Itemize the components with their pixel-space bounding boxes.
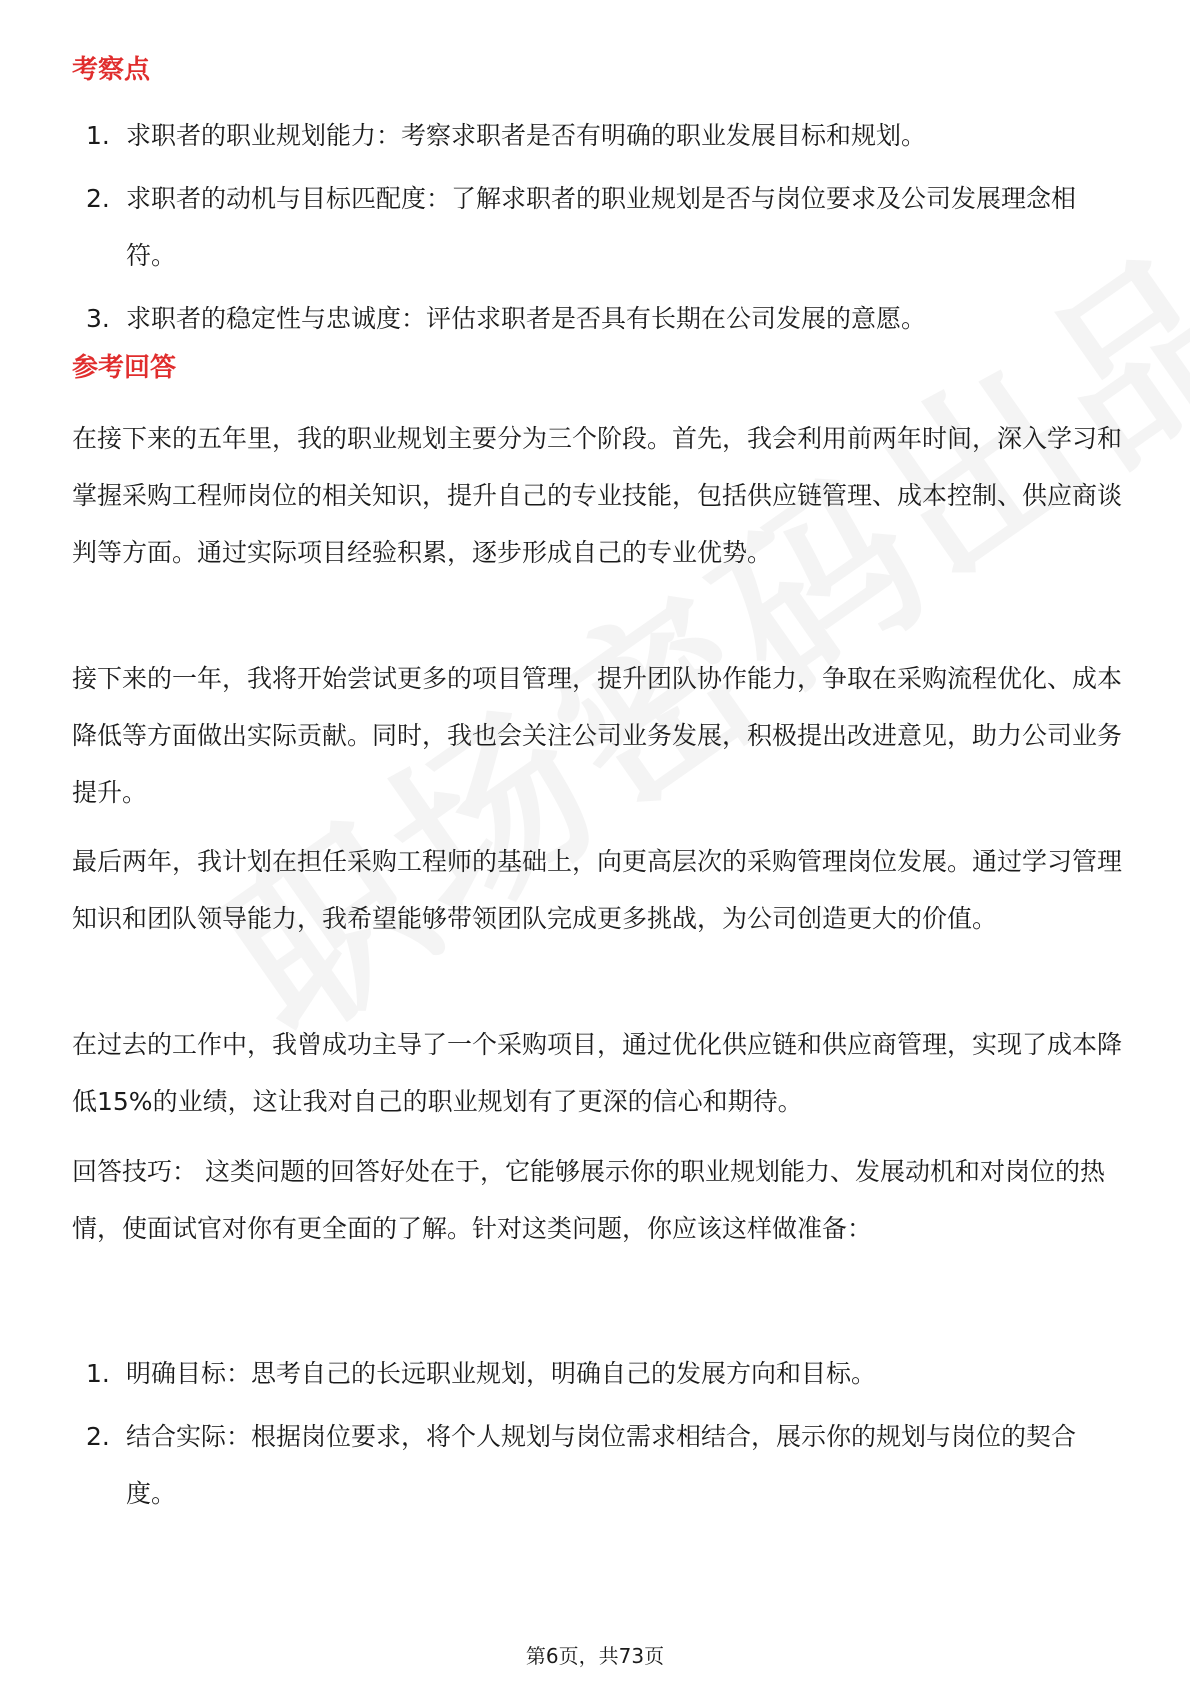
answer-paragraph: 在接下来的五年里，我的职业规划主要分为三个阶段。首先，我会利用前两年时间，深入学习和掌握采购工程师岗位的相关知识，提升自己的专业技能，包括供应链管理、成本控制、供应商谈判等方面。通过实际项目经验积累，逐步形成自己的专业优势。 — [72, 424, 1123, 567]
list-text: 求职者的动机与目标匹配度：了解求职者的职业规划是否与岗位要求及公司发展理念相符。 — [126, 184, 1077, 270]
section-heading-answer: 参考回答 — [72, 353, 177, 383]
list-number: 1. — [86, 1359, 110, 1388]
list-text: 明确目标：思考自己的长远职业规划，明确自己的发展方向和目标。 — [126, 1359, 877, 1388]
page-number: 第6页，共73页 — [525, 1644, 665, 1668]
list-number: 2. — [86, 1422, 110, 1451]
list-number: 1. — [86, 121, 110, 150]
answer-paragraph: 最后两年，我计划在担任采购工程师的基础上，向更高层次的采购管理岗位发展。通过学习管理知识和团队领导能力，我希望能够带领团队完成更多挑战，为公司创造更大的价值。 — [72, 847, 1123, 933]
list-number: 2. — [86, 184, 110, 213]
tips-list — [72, 1345, 1122, 1528]
tips-intro-paragraph: 回答技巧： 这类问题的回答好处在于，它能够展示你的职业规划能力、发展动机和对岗位的热情，使面试官对你有更全面的了解。针对这类问题，你应该这样做准备： — [72, 1157, 1105, 1243]
list-text: 求职者的职业规划能力：考察求职者是否有明确的职业发展目标和规划。 — [126, 121, 927, 150]
list-item — [72, 1408, 1122, 1522]
list-item — [72, 170, 1122, 284]
answer-paragraph: 接下来的一年，我将开始尝试更多的项目管理，提升团队协作能力，争取在采购流程优化、成本降低等方面做出实际贡献。同时，我也会关注公司业务发展，积极提出改进意见，助力公司业务提升。 — [72, 664, 1123, 807]
section-heading-focus: 考察点 — [72, 55, 151, 85]
list-item — [72, 290, 1122, 347]
list-text: 结合实际：根据岗位要求，将个人规划与岗位需求相结合，展示你的规划与岗位的契合度。 — [126, 1422, 1077, 1508]
answer-paragraph: 在过去的工作中，我曾成功主导了一个采购项目，通过优化供应链和供应商管理，实现了成本降低15%的业绩，这让我对自己的职业规划有了更深的信心和期待。 — [72, 1030, 1123, 1116]
focus-list — [72, 107, 1122, 353]
list-item — [72, 107, 1122, 164]
list-item — [72, 1345, 1122, 1402]
list-number: 3. — [86, 304, 110, 333]
list-text: 求职者的稳定性与忠诚度：评估求职者是否具有长期在公司发展的意愿。 — [126, 304, 927, 333]
